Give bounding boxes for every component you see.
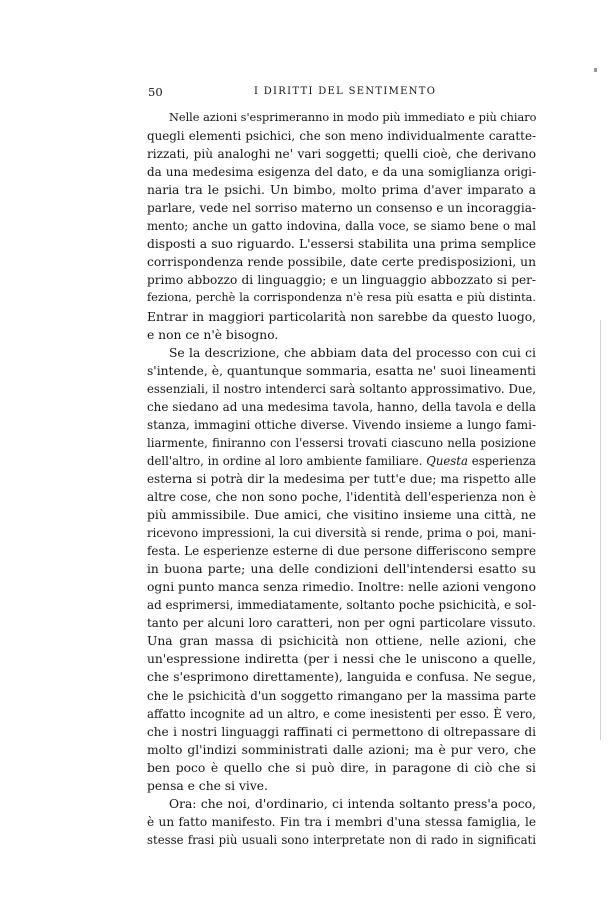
text-line: Entrar in maggiori particolarità non sarebbe da questo luogo, — [147, 309, 536, 324]
text-line: è un fatto manifesto. Fin tra i membri d'una stessa famiglia, le — [147, 814, 536, 829]
page-edge-line — [600, 320, 601, 740]
text-line: Ora: che noi, d'ordinario, ci intenda soltanto press'a poco, — [169, 796, 536, 811]
text-line: che le psichicità d'un soggetto rimangano per la massima parte — [147, 688, 536, 703]
text-line: Se la descrizione, che abbiam data del processo con cui ci — [169, 345, 536, 360]
text-line: ben poco è quello che si può dire, in paragone di ciò che si — [147, 760, 536, 775]
text-line: ogni punto manca senza rimedio. Inoltre: nelle azioni vengono — [147, 580, 536, 595]
text-line: festa. Le esperienze esterne di due persone differiscono sempre — [147, 544, 536, 559]
text-line: primo abbozzo di linguaggio; e un linguaggio abbozzato si per- — [147, 273, 536, 288]
text-line: naria tra le psichi. Un bimbo, molto prima d'aver imparato a — [147, 183, 536, 198]
text-line: mento; anche un gatto indovina, dalla voce, se siamo bene o mal — [147, 219, 536, 234]
text-line: stesse frasi più usuali sono interpretate non di rado in significati — [147, 832, 536, 847]
text-line: esterna si potrà dir la medesima per tutt'e due; ma rispetto alle — [147, 471, 536, 486]
text-line: un'espressione indiretta (per i nessi che le uniscono a quelle, — [147, 652, 536, 667]
text-line: altre cose, che non sono poche, l'identità dell'esperienza non è — [147, 489, 536, 504]
text-line: in buona parte; una delle condizioni dell'intendersi esatto su — [147, 562, 536, 577]
text-line: ricevono impressioni, la cui diversità si rende, prima o poi, mani- — [147, 526, 536, 541]
text-line: che s'esprimono direttamente), languida e confusa. Ne segue, — [147, 670, 536, 685]
text-line: s'intende, è, quantunque sommaria, esatta ne' suoi lineamenti — [147, 363, 536, 378]
text-line: pensa e che si vive. — [147, 778, 268, 793]
text-line: corrispondenza rende possibile, date certe predisposizioni, un — [147, 255, 536, 270]
text-line: e non ce n'è bisogno. — [147, 327, 279, 342]
running-title: I DIRITTI DEL SENTIMENTO — [254, 86, 437, 97]
body-text — [147, 109, 536, 849]
page-edge-mark — [594, 68, 597, 72]
text-line: che i nostri linguaggi raffinati ci permettono di oltrepassare di — [147, 724, 536, 739]
text-line: dell'altro, in ordine al loro ambiente familiare. Questa esperienza — [147, 453, 536, 468]
text-line: affatto incognite ad un altro, e come inesistenti per esso. È vero, — [147, 706, 536, 721]
text-line: parlare, vede nel sorriso materno un consenso e un incoraggia- — [147, 201, 536, 216]
text-line: stanza, immagini ottiche diverse. Vivendo insieme a lungo fami- — [147, 417, 536, 432]
text-line: ad esprimersi, immediatamente, soltanto poche psichicità, e sol- — [147, 598, 536, 613]
text-line: che siedano ad una medesima tavola, hanno, della tavola e della — [147, 399, 536, 414]
text-line: essenziali, il nostro intenderci sarà soltanto approssimativo. Due, — [147, 381, 536, 396]
text-line: molto gl'indizi somministrati dalle azioni; ma è pur vero, che — [147, 742, 536, 757]
text-line: feziona, perchè la corrispondenza n'è resa più esatta e più distinta. — [147, 291, 536, 305]
text-line: rizzati, più analoghi ne' vari soggetti; quelli cioè, che derivano — [147, 147, 536, 162]
text-line: quegli elementi psichici, che son meno individualmente caratte- — [147, 129, 536, 144]
running-header — [148, 84, 534, 100]
page-number: 50 — [148, 85, 163, 99]
text-line: Nelle azioni s'esprimeranno in modo più immediato e più chiaro — [169, 111, 536, 124]
text-line: disposti a suo riguardo. L'essersi stabilita una prima semplice — [147, 237, 536, 252]
text-line: più ammissibile. Due amici, che visitino insieme una città, ne — [147, 508, 536, 523]
text-line: da una medesima esigenza del dato, e da una somiglianza origi- — [147, 165, 536, 180]
text-line: Una gran massa di psichicità non ottiene, nelle azioni, che — [147, 634, 536, 649]
text-line: tanto per alcuni loro caratteri, non per ogni particolare vissuto. — [147, 616, 536, 631]
text-line: liarmente, finiranno con l'essersi trovati ciascuno nella posizione — [147, 435, 536, 450]
emphasized-word: Questa — [426, 453, 468, 468]
